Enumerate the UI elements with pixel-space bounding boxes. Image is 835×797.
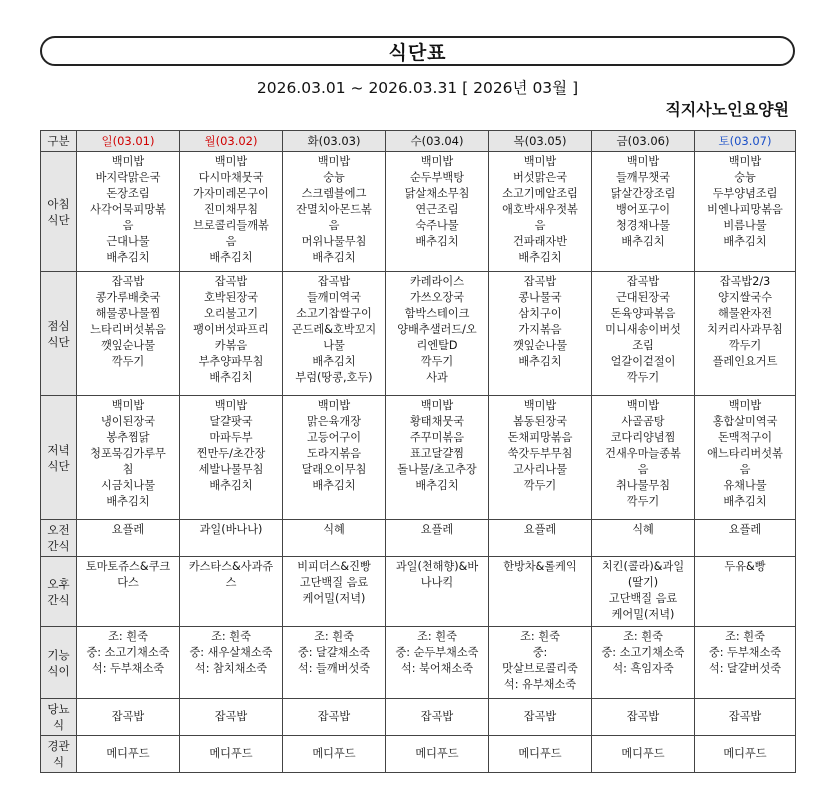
menu-cell: [489, 396, 592, 520]
menu-item: 깻잎순나물: [100, 339, 156, 352]
menu-item: 잡곡밥: [523, 710, 557, 723]
menu-item: 석: 유부채소죽: [503, 678, 577, 691]
menu-item: 브로콜리들깨볶: [193, 219, 269, 232]
menu-item: 부럼(땅콩,호두): [295, 371, 373, 384]
menu-item: 배추김치: [209, 479, 253, 492]
menu-item: 배추김치: [312, 479, 356, 492]
menu-item: 순두부백탕: [409, 171, 465, 184]
row-label-line: 경관: [47, 739, 70, 753]
menu-item: 다스: [117, 576, 139, 589]
meal-row-lunch: [41, 272, 796, 396]
menu-item: 호박된장국: [203, 291, 259, 304]
meal-table-body: [41, 152, 796, 773]
menu-item: 주꾸미볶음: [409, 431, 465, 444]
menu-cell: [592, 152, 695, 272]
menu-item: 요플레: [111, 523, 145, 536]
menu-cell: [77, 396, 180, 520]
menu-item: 돈육양파볶음: [610, 307, 676, 320]
menu-item: 카볶음: [214, 339, 248, 352]
menu-item: 잡곡밥: [214, 710, 248, 723]
header-row: [41, 131, 796, 152]
menu-item: 백미밥: [728, 399, 762, 412]
menu-item: 리엔탈D: [416, 339, 458, 352]
row-label-line: 식: [52, 755, 65, 769]
menu-item: 조: 흰죽: [108, 630, 148, 643]
meal-row-special-diet: [41, 627, 796, 699]
meal-row-morning-snack: [41, 520, 796, 557]
menu-item: 청경채나물: [615, 219, 671, 232]
menu-item: 토마토쥬스&쿠크: [85, 560, 171, 573]
menu-cell: [695, 627, 796, 699]
menu-item: 배추김치: [415, 479, 459, 492]
menu-cell: [489, 152, 592, 272]
menu-cell: [386, 396, 489, 520]
menu-cell: [695, 520, 796, 557]
menu-item: 조림: [632, 339, 654, 352]
menu-cell: [283, 520, 386, 557]
row-label-line: 오전: [47, 523, 70, 537]
menu-cell: [695, 557, 796, 627]
menu-item: 음: [534, 219, 546, 232]
menu-item: 잡곡밥: [626, 275, 660, 288]
period-text: 2026.03.01 ~ 2026.03.31 [ 2026년 03월 ]: [256, 79, 579, 97]
menu-item: 메디푸드: [209, 747, 253, 760]
menu-cell: [489, 736, 592, 773]
menu-item: 들깨미역국: [306, 291, 362, 304]
menu-item: 세발나물무침: [198, 463, 264, 476]
menu-item: 잔멸치아몬드볶: [296, 203, 372, 216]
menu-item: 조: 흰죽: [314, 630, 354, 643]
menu-item: 음: [637, 463, 649, 476]
menu-item: 중: 달걀채소죽: [297, 646, 371, 659]
menu-cell: [695, 152, 796, 272]
day-header-wed: 수(03.04): [386, 131, 489, 152]
menu-item: 코다리양념찜: [610, 431, 676, 444]
menu-item: 얼갈이겉절이: [610, 355, 676, 368]
menu-item: 잡곡밥: [317, 275, 351, 288]
menu-item: 과일(바나나): [199, 523, 263, 536]
menu-cell: [77, 699, 180, 736]
menu-item: 잡곡밥: [111, 710, 145, 723]
meal-row-tube-feeding: [41, 736, 796, 773]
menu-cell: [283, 736, 386, 773]
organization-name: 직지사노인요양원: [665, 100, 789, 119]
menu-item: 가쓰오장국: [409, 291, 465, 304]
menu-cell: [386, 272, 489, 396]
menu-item: 백미밥: [214, 155, 248, 168]
menu-item: (딸기): [627, 576, 659, 589]
menu-item: 요플레: [728, 523, 762, 536]
menu-item: 백미밥: [523, 399, 557, 412]
menu-item: 석: 두부채소죽: [91, 662, 165, 675]
menu-item: 백미밥: [728, 155, 762, 168]
menu-item: 마파두부: [209, 431, 253, 444]
menu-item: 케어밀(저녁): [611, 608, 675, 621]
menu-item: 배추김치: [209, 251, 253, 264]
menu-item: 백미밥: [111, 155, 145, 168]
menu-cell: [592, 699, 695, 736]
day-header-tue: 화(03.03): [283, 131, 386, 152]
menu-item: 백미밥: [317, 155, 351, 168]
menu-cell: [489, 627, 592, 699]
row-label-tube-feeding: [41, 736, 77, 773]
menu-item: 잡곡밥: [111, 275, 145, 288]
meal-row-diabetic-diet: [41, 699, 796, 736]
row-label-line: 간식: [47, 592, 70, 607]
menu-item: 가지볶음: [518, 323, 562, 336]
menu-item: 양지쌀국수: [717, 291, 773, 304]
menu-item: 취나물무침: [615, 479, 671, 492]
menu-item: 잡곡밥: [626, 710, 660, 723]
menu-item: 한방차&롤케익: [503, 560, 577, 573]
menu-item: 두부양념조림: [712, 187, 778, 200]
menu-item: 표고달걀찜: [409, 447, 465, 460]
menu-cell: [489, 520, 592, 557]
menu-cell: [180, 699, 283, 736]
menu-item: 비피더스&진빵: [297, 560, 371, 573]
menu-item: 근대된장국: [615, 291, 671, 304]
menu-item: 냉이된장국: [100, 415, 156, 428]
menu-item: 석: 들깨버섯죽: [297, 662, 371, 675]
menu-item: 봉추찜닭: [106, 431, 150, 444]
menu-cell: [695, 272, 796, 396]
menu-item: 돌나물/초고추장: [397, 463, 477, 476]
menu-item: 요플레: [420, 523, 454, 536]
menu-item: 조: 흰죽: [520, 630, 560, 643]
menu-item: 닭살채소무침: [404, 187, 470, 200]
menu-item: 석: 달걀버섯죽: [708, 662, 782, 675]
menu-cell: [592, 627, 695, 699]
row-label-diabetic-diet: [41, 699, 77, 736]
menu-item: 부추양파무침: [198, 355, 264, 368]
menu-item: 진미채무침: [203, 203, 259, 216]
menu-cell: [180, 736, 283, 773]
menu-item: 케어밀(저녁): [302, 592, 366, 605]
menu-item: 스크렘블에그: [301, 187, 367, 200]
row-label-line: 식단: [47, 212, 70, 227]
menu-cell: [592, 736, 695, 773]
row-label-line: 식단: [47, 458, 70, 473]
menu-item: 잡곡밥: [317, 710, 351, 723]
menu-item: 유채나물: [723, 479, 767, 492]
menu-cell: [695, 699, 796, 736]
menu-cell: [592, 520, 695, 557]
menu-item: 숙주나물: [415, 219, 459, 232]
menu-item: 소고기메알조림: [502, 187, 578, 200]
menu-item: 배추김치: [106, 495, 150, 508]
meal-row-afternoon-snack: [41, 557, 796, 627]
day-header-mon: 월(03.02): [180, 131, 283, 152]
menu-item: 깻잎순나물: [512, 339, 568, 352]
menu-item: 함박스테이크: [404, 307, 470, 320]
menu-item: 돈맥적구이: [717, 431, 773, 444]
menu-cell: [77, 736, 180, 773]
menu-item: 배추김치: [621, 235, 665, 248]
menu-item: 시금치나물: [100, 479, 156, 492]
menu-cell: [489, 699, 592, 736]
menu-item: 음: [328, 219, 340, 232]
menu-cell: [283, 396, 386, 520]
row-label-line: 간식: [47, 539, 70, 553]
menu-cell: [283, 272, 386, 396]
menu-item: 중: 새우살채소죽: [189, 646, 273, 659]
menu-item: 중: 두부채소죽: [708, 646, 782, 659]
menu-item: 배추김치: [723, 495, 767, 508]
menu-item: 콩나물국: [518, 291, 562, 304]
menu-item: 숭늉: [323, 171, 345, 184]
menu-cell: [592, 272, 695, 396]
menu-item: 고사리나물: [512, 463, 568, 476]
menu-item: 삼치구이: [518, 307, 562, 320]
day-header-thu: 목(03.05): [489, 131, 592, 152]
menu-item: 잡곡밥: [214, 275, 248, 288]
menu-item: 백미밥: [626, 399, 660, 412]
menu-item: 달래오이무침: [301, 463, 367, 476]
menu-item: 나물: [323, 339, 345, 352]
menu-item: 청포묵김가루무: [90, 447, 166, 460]
menu-item: 식혜: [323, 523, 345, 536]
row-label-morning-snack: [41, 520, 77, 557]
menu-item: 플레인요거트: [712, 355, 778, 368]
menu-item: 바지락맑은국: [95, 171, 161, 184]
menu-item: 연근조림: [415, 203, 459, 216]
day-header-fri: 금(03.06): [592, 131, 695, 152]
page-title: 식단표: [388, 41, 447, 64]
menu-item: 건파래자반: [512, 235, 568, 248]
menu-item: 잡곡밥: [420, 710, 454, 723]
menu-item: 깍두기: [111, 355, 145, 368]
menu-item: 중:: [532, 646, 548, 659]
menu-item: 석: 흑임자죽: [612, 662, 674, 675]
menu-item: 소고기찹쌀구이: [296, 307, 372, 320]
row-label-lunch: [41, 272, 77, 396]
menu-item: 깍두기: [626, 495, 660, 508]
menu-item: 석: 참치채소죽: [194, 662, 268, 675]
menu-item: 배추김치: [518, 355, 562, 368]
menu-cell: [283, 557, 386, 627]
menu-item: 가자미레몬구이: [193, 187, 269, 200]
row-label-line: 당뇨: [47, 702, 70, 716]
menu-item: 배추김치: [312, 355, 356, 368]
menu-item: 식혜: [632, 523, 654, 536]
row-label-line: 저녁: [47, 442, 70, 457]
menu-item: 비엔나피망볶음: [707, 203, 783, 216]
menu-item: 느타리버섯볶음: [90, 323, 166, 336]
menu-item: 음: [122, 219, 134, 232]
menu-item: 조: 흰죽: [417, 630, 457, 643]
menu-item: 배추김치: [415, 235, 459, 248]
menu-item: 조: 흰죽: [623, 630, 663, 643]
menu-item: 닭살간장조림: [610, 187, 676, 200]
menu-item: 메디푸드: [415, 747, 459, 760]
title-box: [40, 36, 795, 66]
menu-item: 찐만두/초간장: [196, 447, 266, 460]
row-label-line: 오후: [47, 576, 70, 591]
menu-cell: [77, 152, 180, 272]
menu-item: 백미밥: [626, 155, 660, 168]
menu-cell: [386, 557, 489, 627]
menu-item: 석: 북어채소죽: [400, 662, 474, 675]
menu-item: 깍두기: [523, 479, 557, 492]
menu-item: 양배추샐러드/오: [397, 323, 477, 336]
menu-item: 해물완자전: [717, 307, 773, 320]
menu-item: 백미밥: [420, 155, 454, 168]
menu-item: 오리불고기: [203, 307, 259, 320]
menu-cell: [386, 520, 489, 557]
menu-item: 도라지볶음: [306, 447, 362, 460]
menu-item: 봄동된장국: [512, 415, 568, 428]
menu-cell: [180, 272, 283, 396]
menu-item: 돈장조림: [106, 187, 150, 200]
menu-item: 치커리사과무침: [707, 323, 783, 336]
menu-cell: [180, 627, 283, 699]
menu-item: 건새우마늘종볶: [605, 447, 681, 460]
header-label: 구분: [41, 131, 77, 152]
meal-table: [40, 130, 796, 773]
menu-item: 달걀팟국: [209, 415, 253, 428]
menu-cell: [592, 557, 695, 627]
row-label-dinner: [41, 396, 77, 520]
menu-item: 중: 소고기채소죽: [601, 646, 685, 659]
menu-cell: [695, 736, 796, 773]
menu-cell: [386, 627, 489, 699]
menu-cell: [283, 627, 386, 699]
meal-row-breakfast: [41, 152, 796, 272]
menu-item: 배추김치: [106, 251, 150, 264]
menu-item: 백미밥: [317, 399, 351, 412]
menu-cell: [489, 272, 592, 396]
menu-item: 스: [225, 576, 237, 589]
menu-item: 백미밥: [214, 399, 248, 412]
menu-cell: [386, 699, 489, 736]
row-label-breakfast: [41, 152, 77, 272]
menu-item: 메디푸드: [723, 747, 767, 760]
menu-item: 음: [739, 463, 751, 476]
row-label-line: 식단: [47, 334, 70, 349]
menu-item: 잡곡밥: [728, 710, 762, 723]
row-label-line: 점심: [47, 318, 70, 333]
menu-item: 맛살브로콜리죽: [502, 662, 578, 675]
day-header-sun: 일(03.01): [77, 131, 180, 152]
menu-item: 맑은육개장: [306, 415, 362, 428]
menu-item: 배추김치: [209, 371, 253, 384]
menu-item: 카스타스&사과쥬: [188, 560, 274, 573]
menu-cell: [489, 557, 592, 627]
row-label-line: 기능: [47, 647, 70, 662]
menu-cell: [77, 557, 180, 627]
menu-item: 깍두기: [728, 339, 762, 352]
menu-item: 미니새송이버섯: [605, 323, 681, 336]
menu-cell: [386, 152, 489, 272]
menu-item: 고등어구이: [306, 431, 362, 444]
menu-item: 백미밥: [111, 399, 145, 412]
menu-item: 곤드레&호박꼬지: [291, 323, 377, 336]
menu-item: 숭늉: [734, 171, 756, 184]
menu-item: 잡곡밥2/3: [719, 275, 771, 288]
menu-item: 치킨(콜라)&과일: [601, 560, 685, 573]
meal-row-dinner: [41, 396, 796, 520]
row-label-line: 아침: [47, 196, 70, 211]
menu-item: 카레라이스: [409, 275, 465, 288]
menu-item: 잡곡밥: [523, 275, 557, 288]
menu-item: 사과: [426, 371, 448, 384]
menu-cell: [77, 627, 180, 699]
menu-cell: [77, 272, 180, 396]
menu-item: 다시마채뭇국: [198, 171, 264, 184]
menu-item: 근대나물: [106, 235, 150, 248]
menu-item: 사골곰탕: [621, 415, 665, 428]
row-label-line: 식이: [47, 663, 70, 678]
menu-cell: [180, 396, 283, 520]
menu-item: 팽이버섯파프리: [193, 323, 269, 336]
menu-item: 사각어묵피망볶: [90, 203, 166, 216]
menu-item: 애느타리버섯볶: [707, 447, 783, 460]
menu-item: 뱅어포구이: [615, 203, 671, 216]
menu-item: 배추김치: [723, 235, 767, 248]
menu-item: 요플레: [523, 523, 557, 536]
menu-item: 백미밥: [523, 155, 557, 168]
menu-item: 해물콩나물찜: [95, 307, 161, 320]
menu-item: 중: 소고기채소죽: [86, 646, 170, 659]
menu-item: 과일(천해향)&바: [395, 560, 479, 573]
menu-item: 들깨무챗국: [615, 171, 671, 184]
row-label-afternoon-snack: [41, 557, 77, 627]
menu-cell: [283, 699, 386, 736]
menu-item: 홍합살미역국: [712, 415, 778, 428]
menu-cell: [695, 396, 796, 520]
menu-item: 메디푸드: [621, 747, 665, 760]
menu-item: 머위나물무침: [301, 235, 367, 248]
menu-item: 돈채피망볶음: [507, 431, 573, 444]
menu-item: 깍두기: [626, 371, 660, 384]
menu-item: 메디푸드: [312, 747, 356, 760]
menu-item: 조: 흰죽: [725, 630, 765, 643]
menu-item: 고단백질 음료: [608, 592, 678, 605]
menu-cell: [283, 152, 386, 272]
menu-item: 깍두기: [420, 355, 454, 368]
menu-item: 조: 흰죽: [211, 630, 251, 643]
menu-item: 비름나물: [723, 219, 767, 232]
menu-cell: [77, 520, 180, 557]
menu-cell: [180, 152, 283, 272]
menu-item: 배추김치: [312, 251, 356, 264]
menu-item: 두유&빵: [724, 560, 766, 573]
menu-item: 쑥갓두부무침: [507, 447, 573, 460]
menu-item: 메디푸드: [518, 747, 562, 760]
menu-cell: [592, 396, 695, 520]
row-label-special-diet: [41, 627, 77, 699]
menu-item: 황태채뭇국: [409, 415, 465, 428]
menu-cell: [386, 736, 489, 773]
day-header-sat: 토(03.07): [695, 131, 796, 152]
menu-cell: [180, 520, 283, 557]
menu-item: 버섯맑은국: [512, 171, 568, 184]
menu-item: 침: [122, 463, 134, 476]
menu-item: 백미밥: [420, 399, 454, 412]
menu-item: 배추김치: [518, 251, 562, 264]
menu-item: 메디푸드: [106, 747, 150, 760]
menu-item: 고단백질 음료: [299, 576, 369, 589]
menu-item: 음: [225, 235, 237, 248]
row-label-line: 식: [52, 718, 65, 732]
menu-item: 콩가루배춧국: [95, 291, 161, 304]
menu-cell: [180, 557, 283, 627]
menu-item: 애호박새우젓볶: [502, 203, 578, 216]
menu-item: 나나킥: [420, 576, 454, 589]
menu-item: 중: 순두부채소죽: [395, 646, 479, 659]
